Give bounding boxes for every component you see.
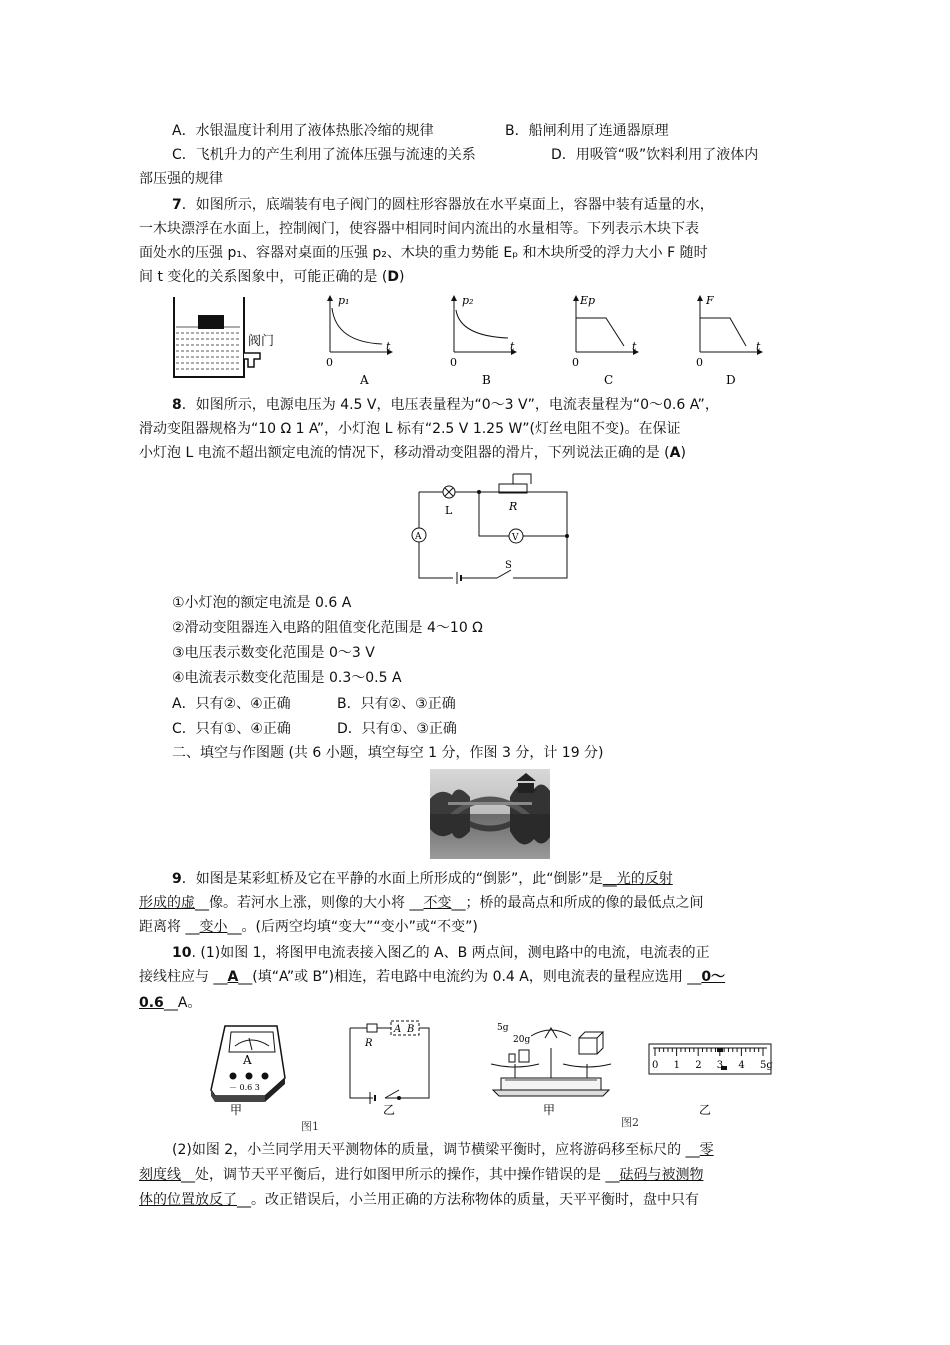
fig1-jia-label: 甲 (230, 1103, 243, 1117)
q6-option-b: B．船闸利用了连通器原理 (505, 123, 669, 139)
weight-5g: 5g (497, 1023, 509, 1033)
q9-line-1 (172, 870, 673, 888)
valve-pipe (244, 353, 260, 367)
q7-line-3: 面处水的压强 p₁、容器对桌面的压强 p₂、木块的重力势能 Eₚ 和木块所受的浮力大小 F 随时 (139, 245, 708, 261)
graph-c-origin: 0 (572, 356, 579, 369)
q10-text-2a: 接线柱应与 (139, 969, 209, 985)
q10-part2-answer-1b: 刻度线 (139, 1167, 181, 1183)
q10-part2-answer-2b: 体的位置放反了 (139, 1192, 237, 1208)
q9-answer-1: __光的反射 (602, 871, 673, 887)
bridge-photo (430, 769, 550, 859)
q8-statement-4: ④电流表示数变化范围是 0.3～0.5 A (172, 670, 402, 686)
q8-text-1: ．如图所示，电源电压为 4.5 V，电压表量程为“0～3 V”，电流表量程为“0～0.6 A”， (181, 397, 719, 413)
q7-answer: D (387, 269, 399, 285)
q9-answer-1-text: 光的反射 (616, 871, 673, 887)
ruler-label: 2 (695, 1060, 702, 1071)
q10-number: 10 (172, 945, 192, 961)
q10-part2-line-1 (172, 1141, 714, 1159)
q7-text-4: 间 t 变化的关系图象中，可能正确的是 ( (139, 269, 388, 285)
q9-number: 9 (172, 871, 182, 887)
ruler-label: 0 (652, 1060, 659, 1071)
graph-d-tlabel: t (756, 340, 761, 353)
fig1-yi-label: 乙 (383, 1103, 396, 1117)
valve-label: 阀门 (248, 334, 275, 349)
q8-line-3 (139, 444, 686, 462)
graph-b (450, 294, 516, 387)
q9-line-2 (139, 894, 703, 912)
q10-blank1-pre: __ (209, 969, 228, 985)
q10-part2-line-2 (139, 1166, 703, 1184)
lamp-symbol (443, 486, 455, 498)
q6-option-d-cont: 部压强的规律 (139, 171, 223, 187)
q9-text-2a: 形成的虚 (139, 895, 195, 911)
graph-b-tlabel: t (510, 340, 515, 353)
graph-d-caption: D (726, 373, 736, 387)
q7-line-4 (139, 268, 404, 286)
q8-option-a: A．只有②、④正确 (172, 696, 291, 712)
q7-line-1 (172, 196, 714, 214)
q9-blank-gap: __ (195, 895, 209, 911)
q9-blank3-post: __ (227, 919, 242, 935)
q10-answer-2b: 0.6 (139, 995, 164, 1011)
graph-a-caption: A (360, 373, 369, 387)
q8-answer: A (669, 445, 681, 461)
q8-line-2: 滑动变阻器规格为“10 Ω 1 A”，小灯泡 L 标有“2.5 V 1.25 W”(灯丝电阻不变)。在保证 (139, 421, 681, 437)
q8-statement-3: ③电压表示数变化范围是 0～3 V (172, 645, 375, 661)
q10-line-2 (139, 968, 725, 986)
graph-c (572, 294, 638, 387)
q7-paren: ) (398, 269, 405, 285)
q10-blank2-pre: __ (682, 969, 702, 985)
ammeter-device (211, 1026, 285, 1102)
ruler-label: 1 (673, 1060, 680, 1071)
q9-blank-pre: __ (405, 895, 424, 911)
q8-text-3: 小灯泡 L 电流不超出额定电流的情况下，移动滑动变阻器的滑片，下列说法正确的是 ( (139, 445, 670, 461)
graph-c-caption: C (604, 373, 614, 387)
q10-part2-blank2-pre: __ (601, 1167, 620, 1183)
fig1-caption: 图1 (301, 1120, 319, 1133)
q9-blank-post: __ (451, 895, 466, 911)
q7-text-1: ．如图所示，底端装有电子阀门的圆柱形容器放在水平桌面上，容器中装有适量的水， (181, 197, 714, 213)
q10-part2-answer-2a: 砝码与被测物 (619, 1167, 704, 1183)
fig2-jia-label: 甲 (543, 1103, 556, 1117)
q7-graphs (320, 292, 780, 392)
q9-answer-3: 变小 (199, 919, 228, 935)
balance-ruler (649, 1044, 771, 1074)
q10-part2-answer-1a: 零 (699, 1142, 714, 1158)
fig2-caption: 图2 (621, 1116, 639, 1129)
lamp-label: L (445, 504, 453, 517)
q10-part2-blank1-pre: __ (681, 1142, 700, 1158)
q10-blank2-post: __ (163, 995, 178, 1011)
fig1-circuit (350, 1021, 429, 1104)
q10-part2-line-3 (139, 1191, 699, 1209)
q9-answer-2: 不变 (423, 895, 452, 911)
voltmeter-label: V (512, 533, 519, 543)
q10-figures (205, 1018, 785, 1133)
graph-c-ylabel: Ep (580, 294, 596, 307)
q8-line-1 (172, 396, 719, 414)
ruler-label: 5g (760, 1060, 773, 1071)
q10-part2-blank2-post: __ (237, 1192, 251, 1208)
fig1-A-label: A (394, 1024, 402, 1035)
rheostat-label: R (509, 500, 518, 513)
q10-part2-text-1: (2)如图 2，小兰同学用天平测物体的质量，调节横梁平衡时，应将游码移至标尺的 (172, 1142, 682, 1158)
q7-number: 7 (172, 197, 182, 213)
q10-text-2b: (填“A”或 B”)相连，若电路中电流约为 0.4 A，则电流表的量程应选用 (252, 969, 683, 985)
graph-c-tlabel: t (632, 340, 637, 353)
q6-option-d: D．用吸管“吸”饮料利用了液体内 (551, 147, 759, 163)
ruler-label: 4 (738, 1060, 745, 1071)
q8-option-d: D．只有①、③正确 (337, 721, 457, 737)
fig2-yi-label: 乙 (699, 1103, 712, 1117)
q8-option-b: B．只有②、③正确 (337, 696, 456, 712)
q8-option-c: C．只有①、④正确 (172, 721, 291, 737)
q9-text-2c: ；桥的最高点和所成的像的最低点之间 (465, 895, 704, 911)
q10-part2-text-3: 。改正错误后，小兰用正确的方法称物体的质量，天平平衡时，盘中只有 (251, 1192, 699, 1208)
q7-container-figure (168, 295, 288, 385)
q10-text-1: . (1)如图 1，将图甲电流表接入图乙的 A、B 两点间，测电路中的电流，电流表的正 (191, 945, 710, 961)
ammeter-terminals: － 0.6 3 (229, 1083, 260, 1092)
q6-option-a: A．水银温度计利用了液体热胀冷缩的规律 (172, 123, 434, 139)
q8-statement-2: ②滑动变阻器连入电路的阻值变化范围是 4～10 Ω (172, 620, 483, 636)
q10-blank1-post: __ (238, 969, 253, 985)
q9-text-3b: 。(后两空均填“变大”“变小”或“不变”) (241, 919, 478, 935)
q10-part2-blank1-post: __ (181, 1167, 195, 1183)
q10-text-3b: A。 (177, 995, 202, 1011)
graph-d-ylabel: F (706, 294, 714, 307)
graph-b-origin: 0 (450, 356, 457, 369)
graph-a-tlabel: t (386, 340, 391, 353)
switch-label: S (505, 560, 512, 571)
graph-a-ylabel: p₁ (338, 294, 350, 307)
graph-a (326, 294, 392, 387)
weight-20g: 20g (513, 1035, 531, 1045)
q10-answer-1: A (227, 969, 239, 985)
graph-b-caption: B (482, 373, 491, 387)
q9-text-3a: 距离将 (139, 919, 181, 935)
graph-a-origin: 0 (326, 356, 333, 369)
graph-d-origin: 0 (696, 356, 703, 369)
rider-mark (717, 1048, 723, 1052)
q10-answer-2a: 0～ (701, 969, 726, 985)
ammeter-label: A (415, 532, 422, 542)
q6-option-c: C．飞机升力的产生利用了流体压强与流速的关系 (172, 147, 476, 163)
q8-number: 8 (172, 397, 182, 413)
section-2-heading: 二、填空与作图题 (共 6 小题，填空每空 1 分，作图 3 分，计 19 分) (172, 745, 604, 761)
ammeter-device-label: A (243, 1053, 252, 1067)
q7-line-2: 一木块漂浮在水面上，控制阀门，使容器中相同时间内流出的水量相等。下列表示木块下表 (139, 221, 699, 237)
q8-circuit (405, 468, 580, 583)
q9-text-2b: 像。若河水上涨，则像的大小将 (209, 895, 405, 911)
q8-paren: ) (680, 445, 686, 461)
ruler-label: 3 (716, 1060, 724, 1071)
graph-d (696, 294, 762, 387)
q9-line-3 (139, 918, 478, 936)
balance-scale (491, 1028, 611, 1096)
q10-line-1 (172, 944, 710, 962)
fig1-R-label: R (365, 1038, 373, 1049)
q9-blank3-pre: __ (181, 919, 200, 935)
fig1-B-label: B (407, 1024, 415, 1035)
q10-part2-text-2: 处，调节天平平衡后，进行如图甲所示的操作，其中操作错误的是 (195, 1167, 601, 1183)
q9-text-1: ．如图是某彩虹桥及它在平静的水面上所形成的“倒影”，此“倒影”是 (181, 871, 603, 887)
q8-statement-1: ①小灯泡的额定电流是 0.6 A (172, 595, 352, 611)
q10-line-3 (139, 994, 201, 1012)
wood-block (198, 315, 224, 329)
graph-b-ylabel: p₂ (462, 294, 474, 307)
